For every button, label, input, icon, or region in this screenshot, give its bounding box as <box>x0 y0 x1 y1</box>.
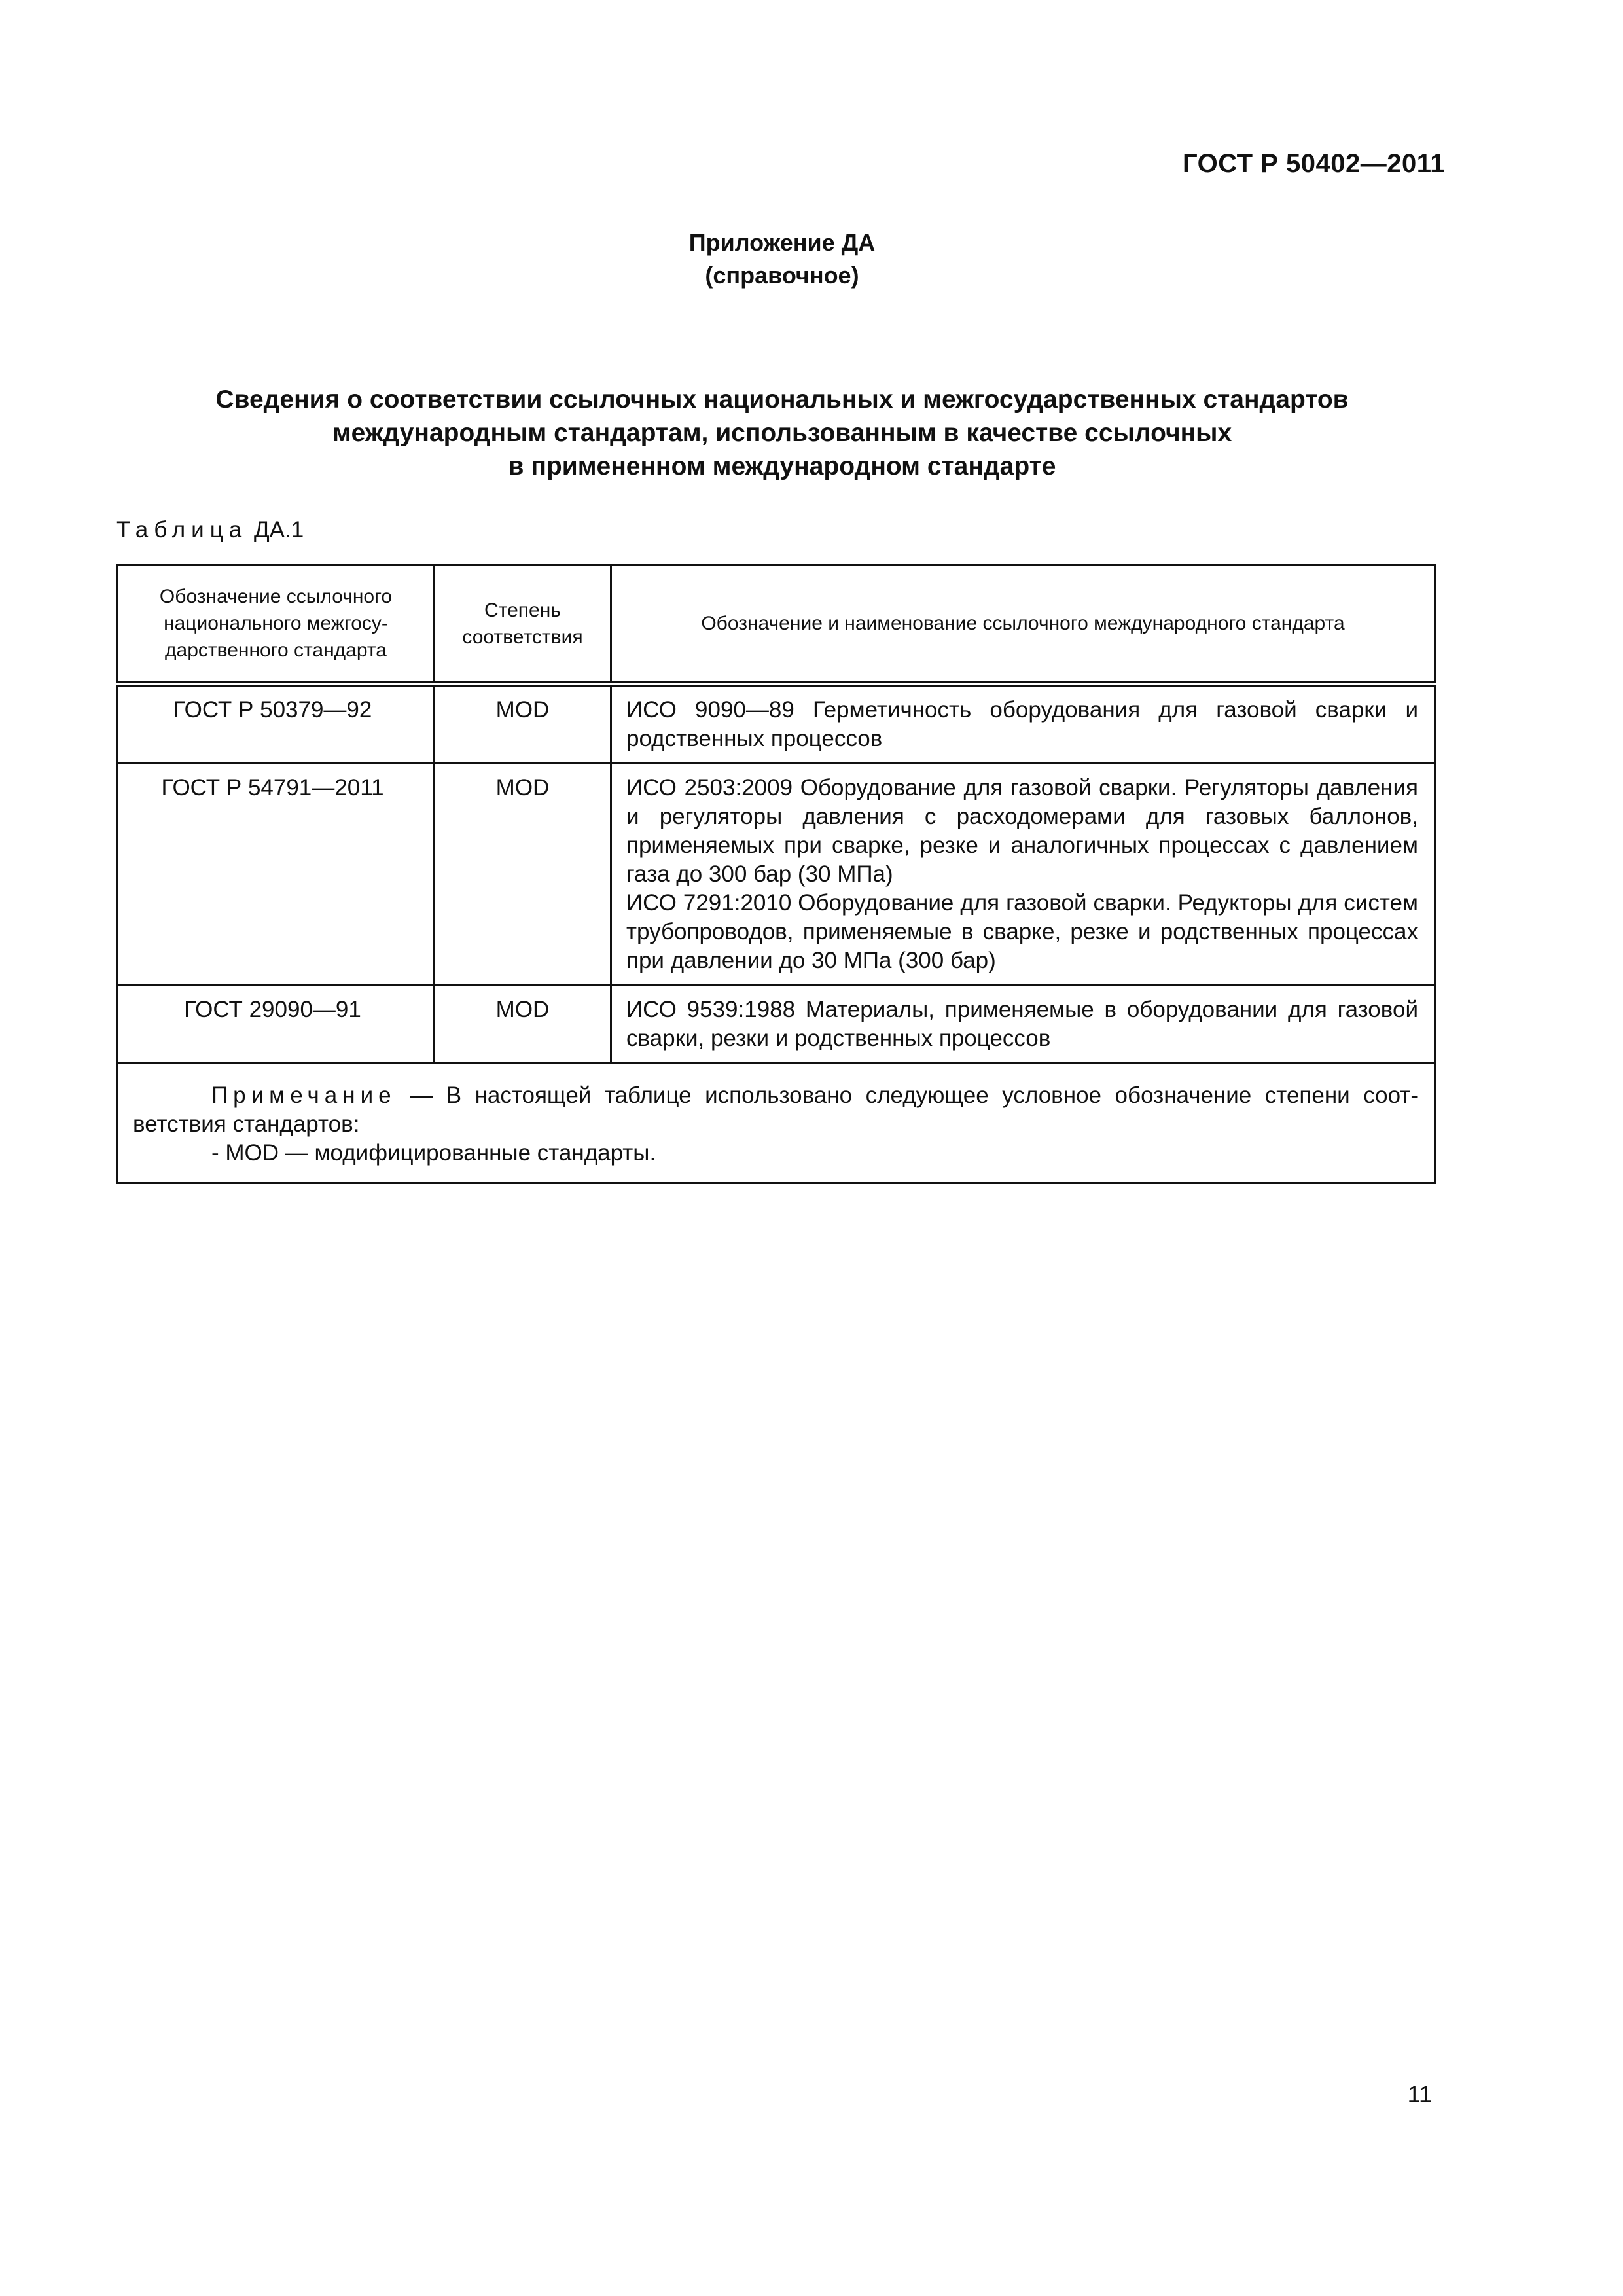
page-number: 11 <box>1407 2081 1432 2108</box>
note-text <box>133 1081 1418 1139</box>
section-title-line: Сведения о соответствии ссылочных национальных и межгосударственных стандартов <box>215 386 1349 414</box>
appendix-subtitle: (справочное) <box>705 262 859 289</box>
table-label-word: Таблица <box>116 517 248 543</box>
appendix-heading <box>0 226 1564 292</box>
degree-cell: MOD <box>435 764 611 986</box>
section-title-line: международным стандартам, использованным в качестве ссылочных <box>332 419 1232 447</box>
table-note-row <box>118 1064 1435 1183</box>
international-standard-text: ИСО 9539:1988 Материалы, применяемые в оборудовании для газовой сварки, резки и родственных процессов <box>626 997 1418 1051</box>
international-standard-cell <box>611 764 1435 986</box>
header-degree <box>435 565 611 684</box>
header-line: дарственного стандарта <box>165 639 387 661</box>
international-standard-text: ИСО 9090—89 Герметичность оборудования для газовой сварки и родственных процессов <box>626 697 1418 751</box>
header-international-standard: Обозначение и наименование ссылочного международного стандарта <box>611 565 1435 684</box>
header-line: национального межгосу- <box>164 613 388 634</box>
table-header-row <box>118 565 1435 684</box>
national-standard-cell: ГОСТ Р 54791—2011 <box>118 764 435 986</box>
appendix-title: Приложение ДА <box>688 229 876 256</box>
note-item: - MOD — модифицированные стандарты. <box>211 1140 656 1166</box>
table-row <box>118 764 1435 986</box>
international-standard-text: ИСО 2503:2009 Оборудование для газовой сварки. Регуляторы давления и регуляторы давления с расходомерами для газовых баллонов, применяемых при сварке, резке и аналогичных процессах с давлением газа до 300 бар (30 МПа) <box>626 775 1418 887</box>
international-standard-cell <box>611 684 1435 764</box>
table-row <box>118 684 1435 764</box>
header-national-standard <box>118 565 435 684</box>
header-line: соответствия <box>462 626 583 648</box>
document-code: ГОСТ Р 50402—2011 <box>1183 149 1445 178</box>
note-body: — В настоящей таблице использовано следующее условное обозначение степени соответствия стандартов: <box>133 1083 1418 1137</box>
note-label: Примечание <box>211 1083 397 1108</box>
section-title <box>118 383 1446 483</box>
correspondence-table <box>116 564 1436 1184</box>
section-title-line: в примененном международном стандарте <box>508 452 1056 480</box>
table-label-number: ДА.1 <box>253 517 304 543</box>
national-standard-cell: ГОСТ Р 50379—92 <box>118 684 435 764</box>
header-line: Степень <box>484 599 561 621</box>
correspondence-table-wrapper <box>116 564 1434 1184</box>
header-line: Обозначение ссылочного <box>159 586 393 607</box>
degree-cell: MOD <box>435 684 611 764</box>
degree-cell: MOD <box>435 986 611 1064</box>
table-row <box>118 986 1435 1064</box>
table-label <box>116 517 304 543</box>
international-standard-cell <box>611 986 1435 1064</box>
table-note <box>118 1064 1435 1183</box>
international-standard-text: ИСО 7291:2010 Оборудование для газовой сварки. Редукторы для систем трубопроводов, применяемые в сварке, резке и родственных процессах при давлении до 30 МПа (300 бар) <box>626 890 1418 973</box>
national-standard-cell: ГОСТ 29090—91 <box>118 986 435 1064</box>
